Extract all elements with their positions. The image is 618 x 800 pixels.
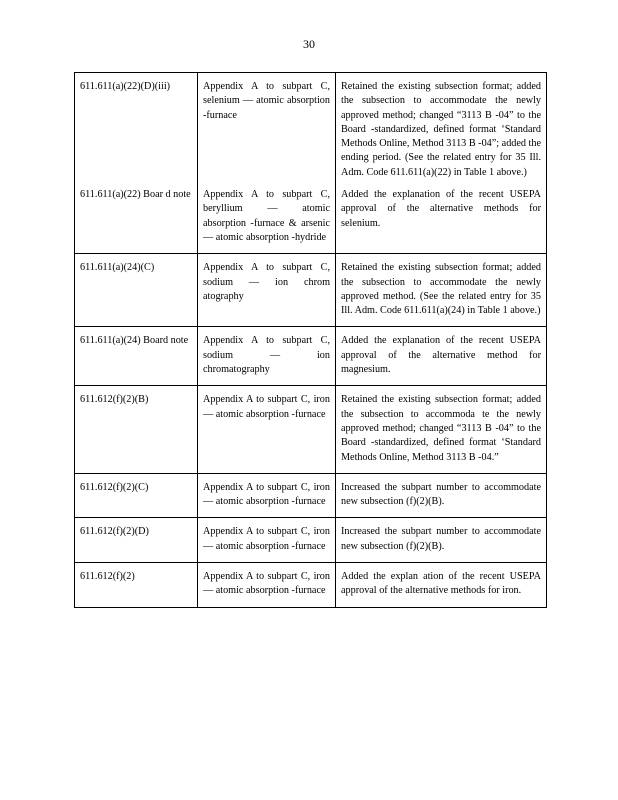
- source-cell: [198, 184, 336, 254]
- table-row: [75, 73, 547, 185]
- table-row: [75, 184, 547, 254]
- action-text: Increased the subpart number to accommodate new subsection (f)(2)(B).: [341, 526, 541, 552]
- action-text: Added the explanation of the recent USEPA approval of the alternative method for magnesium.: [341, 335, 541, 376]
- source-cell: [198, 73, 336, 185]
- table-row: [75, 473, 547, 518]
- action-text: Added the explanation of the recent USEPA approval of the alternative methods for selenium.: [341, 189, 541, 229]
- action-cell: [336, 563, 547, 608]
- source-text: Appendix A to subpart C, sodium — ion chromatography: [203, 335, 330, 376]
- source-cell: [198, 518, 336, 563]
- section-text: 611.612(f)(2)(B): [80, 394, 149, 406]
- section-text: 611.612(f)(2): [80, 571, 135, 583]
- action-text: Added the explan ation of the recent USEPA approval of the alternative methods for iron.: [341, 571, 541, 597]
- section-cell: [75, 327, 198, 386]
- action-cell: [336, 473, 547, 518]
- source-text: Appendix A to subpart C, iron — atomic absorption -furnace: [203, 571, 330, 597]
- section-text: 611.611(a)(22) Boar d note: [80, 189, 191, 201]
- action-cell: [336, 386, 547, 473]
- source-text: Appendix A to subpart C, iron — atomic absorption -furnace: [203, 481, 330, 508]
- page-number: 30: [303, 37, 315, 51]
- action-cell: [336, 254, 547, 327]
- action-text: Retained the existing subsection format; added the subsection to accommodate the newly approved method; changed “3113 B -04” to the Board -standardized, defined format ‘Standard Methods Online, Method 3113 B -04”; added the ending period. (See the related entry for 35 Ill. Adm. Code 611.611(a)(22) in Table 1 above.): [341, 81, 541, 178]
- table-row: [75, 386, 547, 473]
- table-row: [75, 254, 547, 327]
- section-text: 611.611(a)(24)(C): [80, 262, 155, 274]
- action-text: Increased the subpart number to accommodate new subsection (f)(2)(B).: [341, 481, 541, 508]
- source-text: Appendix A to subpart C, beryllium — atomic absorption -furnace & arsenic — atomic absorption -hydride: [203, 189, 330, 243]
- action-text: Retained the existing subsection format; added the subsection to accommodate the newly approved method. (See the related entry for 35 Ill. Adm. Code 611.611(a)(24) in Table 1 above.): [341, 262, 541, 317]
- section-cell: [75, 473, 198, 518]
- action-text: Retained the existing subsection format; added the subsection to accommoda te the newly approved method; changed “3113 B -04” to the Board -standardized, defined format ‘Standard Methods Online, Method 3113 B -04.”: [341, 394, 541, 463]
- section-text: 611.612(f)(2)(D): [80, 526, 149, 538]
- section-cell: [75, 518, 198, 563]
- action-cell: [336, 73, 547, 185]
- source-cell: [198, 563, 336, 608]
- source-text: Appendix A to subpart C, sodium — ion chrom atography: [203, 262, 330, 302]
- section-text: 611.611(a)(22)(D)(iii): [80, 81, 171, 92]
- section-cell: [75, 254, 198, 327]
- section-cell: [75, 184, 198, 254]
- table-row: [75, 327, 547, 386]
- source-cell: [198, 254, 336, 327]
- source-cell: [198, 327, 336, 386]
- source-text: Appendix A to subpart C, iron — atomic absorption -furnace: [203, 526, 330, 552]
- section-text: 611.612(f)(2)(C): [80, 481, 149, 493]
- source-text: Appendix A to subpart C, selenium — atomic absorption -furnace: [203, 81, 330, 121]
- source-cell: [198, 473, 336, 518]
- source-text: Appendix A to subpart C, iron — atomic absorption -furnace: [203, 394, 330, 420]
- section-cell: [75, 386, 198, 473]
- section-cell: [75, 73, 198, 185]
- section-cell: [75, 563, 198, 608]
- section-text: 611.611(a)(24) Board note: [80, 335, 189, 347]
- table-row: [75, 518, 547, 563]
- source-cell: [198, 386, 336, 473]
- table-row: [75, 563, 547, 608]
- amendments-table: [74, 72, 547, 608]
- action-cell: [336, 518, 547, 563]
- action-cell: [336, 327, 547, 386]
- action-cell: [336, 184, 547, 254]
